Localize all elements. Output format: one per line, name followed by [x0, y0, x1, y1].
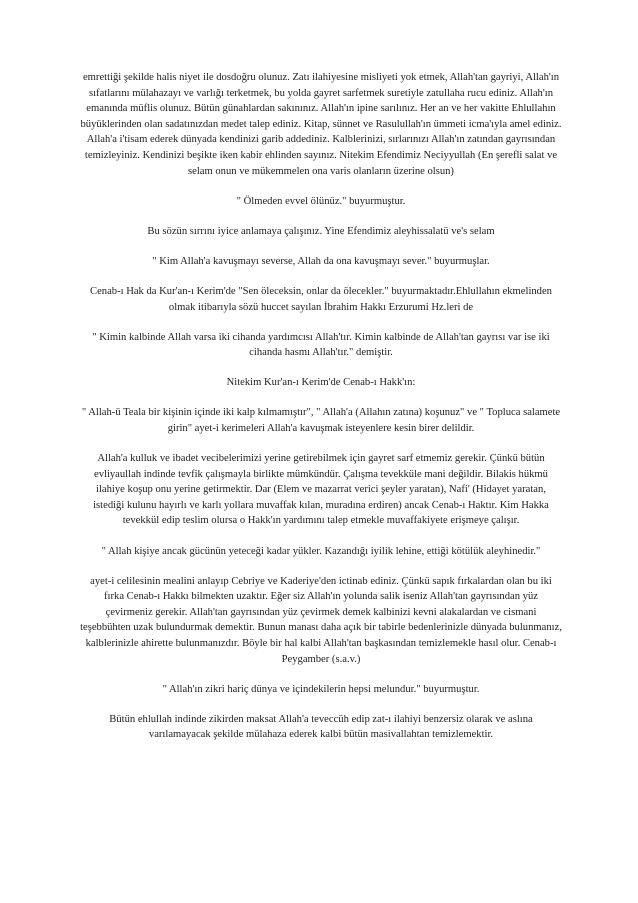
paragraph-nitekim: Nitekim Kur'an-ı Kerim'de Cenab-ı Hakk'ın: — [226, 377, 416, 389]
paragraph-quote-kalp: " Kimin kalbinde Allah varsa iki cihanda yardımcısı Allah'tır. Kimin kalbinde de Allah'tan gayrısı var ise iki cihanda hasmı Allah'tır." demiştir. — [92, 331, 550, 359]
paragraph-intro: emrettiği şekilde halis niyet ile dosdoğru olunuz. Zatı ilahiyesine misliyeti yok etmek, Allah'tan gayriyi, Allah'ın sıfatlarını mülahazayı ve varlığı terketmek, bu yolda gayret sarfetmek suretiyle zatullaha rucu ediniz. Allah'ın emanında müflis olunuz. Bütün günahlardan sakınınız. Allah'ın ipine sarılınız. Her an ve her vakitte Ehlullahın büyüklerinden olan sadatınızdan medet talep ediniz. Kitap, sünnet ve Rasulullah'ın ümmeti icma'ıyla amel ediniz. Allah'a i'tisam ederek dünyada kendinizi garib addediniz. Kalblerinizi, sırlarınızı Allah'ın zatından gayrısından temizleyiniz. Kendinizi beşikte iken kabir ehlinden sayınız. Nitekim Efendimiz Neciyyullah (En şerefli salat ve selam onun ve mükemmelen ona varis olanların üzerine olsun) — [80, 72, 562, 177]
paragraph-ayet-celile: ayet-i celilesinin mealini anlayıp Cebriye ve Kaderiye'den ictinab ediniz. Çünkü sapık fırkalardan olan bu iki fırka Cenab-ı Hakkı bilmekten uzaktır. Eğer siz Allah'ın yolunda salik iseniz Allah'tan gayrısından yüz çevirmeniz gerekir. Allah'tan gayrısından yüz çevirmek demek kalbinizi kevni alakalardan ve cismani teşebbühten uzak bulundurmak demektir. Bunun manası daha açık bir tabirle bedenlerinizle dünyada bulunmanız, kalblerinizle ahirette bulunmanızdır. Böyle bir hal kalbi Allah'tan başkasından temizlemekle hasıl olur. Cenab-ı Peygamber (s.a.v.) — [80, 575, 562, 665]
paragraph-ayet-kerimeler: " Allah-ü Teala bir kişinin içinde iki kalp kılmamıştır", " Allah'a (Allahın zatına) koşunuz" ve " Topluca salamete girin" ayet-i kerimeleri Allah'a kavuşmak isteyenlere kesin birer delildir. — [81, 407, 561, 434]
paragraph-quote-olmeden: " Ölmeden evvel ölünüz." buyurmuştur. — [236, 195, 406, 207]
paragraph-quote-kavusma: " Kim Allah'a kavuşmayı severse, Allah da ona kavuşmayı sever." buyurmuşlar. — [152, 255, 490, 267]
paragraph-quote-zikr: " Allah'ın zikri hariç dünya ve içindekilerin hepsi melundur." buyurmuştur. — [162, 683, 480, 695]
paragraph-kulluk: Allah'a kulluk ve ibadet vecibelerimizi yerine getirebilmek için gayret sarf etmemiz gerekir. Çünkü bütün evliyaullah indinde tevfik çalışmayla birlikte mümkündür. Çalışma tevekküle mani değildir. Bilakis hükmü ilahiye koşup onu yerine getirmektir. Dar (Elem ve mazarrat verici şeyler yaratan), Nafi' (Hidayet yaratan, istediği kulunu hayırlı ve karlı yollara muvaffak kılan, muradına erdiren) ancak Cenab-ı Haktır. Kim Hakka tevekkül edip teslim olursa o Hakk'ın yardımını talep etmekle muvaffakiyete erişmeye çalışır. — [93, 453, 549, 527]
paragraph-quote-guc: " Allah kişiye ancak gücünün yeteceği kadar yükler. Kazandığı iyilik lehine, ettiği kötülük aleyhinedir." — [101, 545, 541, 557]
paragraph-cenab-hak: Cenab-ı Hak da Kur'an-ı Kerim'de "Sen öleceksin, onlar da ölecekler." buyurmaktadır.Ehlullahın ekmelinden olmak itibarıyla sözü huccet sayılan İbrahim Hakkı Erzurumi Hz.leri de — [90, 285, 552, 313]
paragraph-sir: Bu sözün sırrını iyice anlamaya çalışınız. Yine Efendimiz aleyhissalatü ve's selam — [147, 225, 495, 237]
paragraph-ehlullah: Bütün ehlullah indinde zikirden maksat Allah'a teveccüh edip zat-ı ilahiyi benzersiz olarak ve aslına varılamayacak şekilde mülahaza ederek kalbi bütün masivallahtan temizlemektir. — [109, 713, 533, 741]
